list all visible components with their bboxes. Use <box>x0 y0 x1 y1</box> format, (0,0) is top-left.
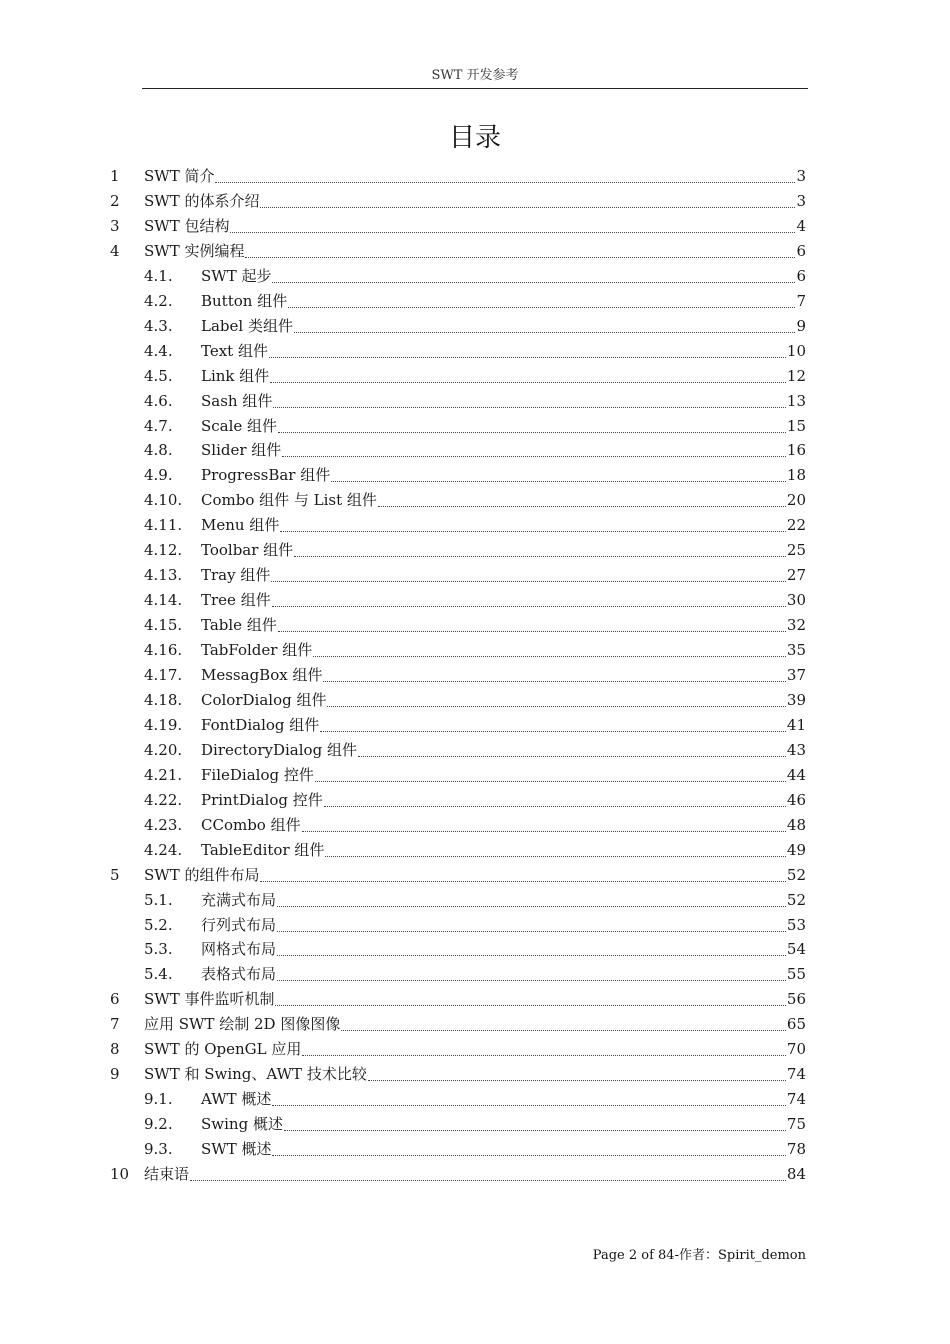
toc-entry[interactable] <box>0 364 950 389</box>
toc-entry-title: MessagBox 组件 <box>201 666 323 684</box>
toc-entry[interactable] <box>0 663 950 688</box>
toc-entry-number: 4.22. <box>144 790 183 809</box>
toc-dot-leader <box>269 357 786 358</box>
toc-entry-page: 70 <box>786 1040 806 1059</box>
toc-entry-page: 16 <box>786 441 806 460</box>
toc-entry-title: Combo 组件 与 List 组件 <box>201 491 377 510</box>
toc-dot-leader <box>284 1130 786 1131</box>
toc-entry-page: 22 <box>786 516 806 535</box>
toc-entry-page: 46 <box>786 790 806 809</box>
toc-entry[interactable] <box>0 962 950 987</box>
toc-entry-number: 4.11. <box>144 516 183 535</box>
toc-entry-title: Tree 组件 <box>201 591 271 610</box>
toc-entry-page: 13 <box>786 391 806 410</box>
toc-dot-leader <box>260 207 795 208</box>
toc-dot-leader <box>270 382 786 383</box>
toc-dot-leader <box>272 1155 786 1156</box>
toc-entry-number: 7 <box>110 1015 120 1034</box>
toc-dot-leader <box>294 556 786 557</box>
toc-entry-number: 4.15. <box>144 616 183 635</box>
toc-entry-number: 4.16. <box>144 641 183 660</box>
toc-dot-leader <box>368 1080 786 1081</box>
toc-dot-leader <box>277 906 786 907</box>
toc-dot-leader <box>278 432 786 433</box>
toc-dot-leader <box>277 980 786 981</box>
toc-entry[interactable] <box>0 888 950 913</box>
toc-entry-title: Text 组件 <box>201 341 268 360</box>
toc-entry-page: 18 <box>786 466 806 485</box>
toc-dot-leader <box>282 456 786 457</box>
toc-dot-leader <box>275 1005 786 1006</box>
toc-entry-page: 49 <box>786 840 806 859</box>
toc-entry-title: SWT 的体系介绍 <box>144 191 260 210</box>
toc-dot-leader <box>302 1055 786 1056</box>
toc-entry-title: DirectoryDialog 组件 <box>201 740 357 759</box>
toc-entry[interactable] <box>0 937 950 962</box>
toc-entry-title: SWT 事件监听机制 <box>144 990 275 1009</box>
toc-entry-number: 4.1. <box>144 266 173 285</box>
toc-entry-number: 5 <box>110 865 120 884</box>
toc-entry[interactable] <box>0 463 950 488</box>
toc-entry-number: 4 <box>110 241 120 260</box>
toc-entry[interactable] <box>0 164 950 189</box>
toc-dot-leader <box>278 631 786 632</box>
toc-dot-leader <box>271 581 786 582</box>
toc-entry[interactable] <box>0 688 950 713</box>
toc-dot-leader <box>190 1180 786 1181</box>
toc-entry-title: SWT 和 Swing、AWT 技术比较 <box>144 1065 367 1084</box>
toc-entry-title: Table 组件 <box>201 616 277 635</box>
toc-dot-leader <box>272 282 795 283</box>
toc-entry-number: 4.18. <box>144 690 183 709</box>
toc-entry[interactable] <box>0 239 950 264</box>
toc-dot-leader <box>313 656 786 657</box>
toc-entry-page: 27 <box>786 566 806 585</box>
toc-entry-number: 8 <box>110 1040 120 1059</box>
toc-entry[interactable] <box>0 1112 950 1137</box>
toc-entry-title: TableEditor 组件 <box>201 840 325 859</box>
toc-entry-number: 4.19. <box>144 715 183 734</box>
toc-entry-title: Menu 组件 <box>201 516 280 535</box>
toc-entry-number: 4.6. <box>144 391 173 410</box>
toc-dot-leader <box>260 881 786 882</box>
toc-entry-page: 15 <box>786 416 806 435</box>
toc-entry-title: PrintDialog 控件 <box>201 790 323 809</box>
toc-entry-number: 4.20. <box>144 740 183 759</box>
toc-entry[interactable] <box>0 838 950 863</box>
toc-entry-page: 6 <box>796 241 806 260</box>
toc-entry[interactable] <box>0 913 950 938</box>
toc-dot-leader <box>358 756 786 757</box>
toc-entry-page: 74 <box>786 1090 806 1109</box>
toc-dot-leader <box>245 257 795 258</box>
toc-entry[interactable] <box>0 738 950 763</box>
toc-entry-number: 2 <box>110 191 120 210</box>
toc-entry-page: 3 <box>796 167 806 185</box>
toc-entry-title: CCombo 组件 <box>201 815 301 834</box>
toc-entry[interactable] <box>0 289 950 314</box>
toc-entry-number: 10 <box>110 1165 130 1183</box>
toc-entry[interactable] <box>0 513 950 538</box>
toc-entry-page: 25 <box>786 541 806 560</box>
toc-entry-title: FontDialog 组件 <box>201 715 320 734</box>
toc-entry[interactable] <box>0 788 950 813</box>
toc-entry-number: 4.3. <box>144 316 173 335</box>
toc-entry-title: 网格式布局 <box>201 940 277 959</box>
toc-entry-page: 52 <box>786 865 806 884</box>
toc-entry-number: 4.9. <box>144 466 173 485</box>
toc-dot-leader <box>327 706 786 707</box>
toc-entry-page: 65 <box>786 1015 806 1034</box>
toc-entry[interactable] <box>0 763 950 788</box>
toc-entry-number: 4.7. <box>144 416 173 435</box>
toc-entry-title: Swing 概述 <box>201 1115 283 1134</box>
toc-dot-leader <box>320 731 786 732</box>
toc-entry-title: Label 类组件 <box>201 316 293 335</box>
toc-dot-leader <box>341 1030 786 1031</box>
toc-entry-page: 35 <box>786 641 806 660</box>
toc-dot-leader <box>325 856 786 857</box>
toc-entry-page: 41 <box>786 715 806 734</box>
toc-entry[interactable] <box>0 339 950 364</box>
toc-entry-page: 43 <box>786 740 806 759</box>
toc-entry-number: 4.23. <box>144 815 183 834</box>
toc-entry-title: FileDialog 控件 <box>201 765 314 784</box>
toc-entry-title: Tray 组件 <box>201 566 271 585</box>
toc-entry-title: Scale 组件 <box>201 416 278 435</box>
toc-entry[interactable] <box>0 613 950 638</box>
toc-entry-title: Button 组件 <box>201 291 288 310</box>
toc-dot-leader <box>288 307 795 308</box>
toc-entry[interactable] <box>0 987 950 1012</box>
toc-entry[interactable] <box>0 713 950 738</box>
toc-entry-page: 74 <box>786 1065 806 1084</box>
toc-entry-title: Link 组件 <box>201 366 270 385</box>
toc-entry[interactable] <box>0 1162 950 1187</box>
toc-dot-leader <box>230 232 795 233</box>
toc-title: 目录 <box>448 123 501 153</box>
toc-entry-page: 10 <box>786 341 806 360</box>
toc-entry[interactable] <box>0 264 950 289</box>
toc-entry-number: 4.10. <box>144 491 183 510</box>
toc-entry-page: 37 <box>786 666 806 684</box>
toc-entry-number: 4.17. <box>144 666 183 684</box>
toc-entry-number: 4.4. <box>144 341 173 360</box>
toc-entry[interactable] <box>0 1137 950 1162</box>
toc-entry-number: 4.13. <box>144 566 183 585</box>
toc-entry-number: 5.2. <box>144 915 173 934</box>
toc-entry-title: SWT 的 OpenGL 应用 <box>144 1040 302 1059</box>
toc-dot-leader <box>302 831 786 832</box>
toc-entry-page: 3 <box>796 191 806 210</box>
toc-entry-title: TabFolder 组件 <box>201 641 313 660</box>
toc-dot-leader <box>323 681 786 682</box>
toc-entry[interactable] <box>0 863 950 888</box>
toc-entry-title: SWT 起步 <box>201 266 272 285</box>
toc-entry-page: 78 <box>786 1140 806 1159</box>
toc-entry[interactable] <box>0 389 950 414</box>
toc-entry-number: 4.24. <box>144 840 183 859</box>
toc-entry-title: 应用 SWT 绘制 2D 图像图像 <box>144 1015 341 1034</box>
toc-dot-leader <box>277 955 786 956</box>
toc-entry-page: 20 <box>786 491 806 510</box>
toc-entry[interactable] <box>0 563 950 588</box>
toc-entry-page: 54 <box>786 940 806 959</box>
toc-entry-number: 9.1. <box>144 1090 173 1109</box>
toc-entry[interactable] <box>0 214 950 239</box>
toc-entry-page: 52 <box>786 890 806 909</box>
toc-entry-number: 4.21. <box>144 765 183 784</box>
toc-entry-title: 结束语 <box>144 1165 190 1183</box>
toc-entry-title: SWT 实例编程 <box>144 241 245 260</box>
toc-entry-number: 1 <box>110 167 120 185</box>
toc-dot-leader <box>273 407 786 408</box>
toc-dot-leader <box>324 806 786 807</box>
toc-dot-leader <box>294 332 795 333</box>
toc-entry[interactable] <box>0 314 950 339</box>
toc-entry-page: 7 <box>796 291 806 310</box>
page-header: SWT 开发参考 <box>142 66 808 89</box>
toc-entry-page: 4 <box>796 216 806 235</box>
toc-entry-title: Toolbar 组件 <box>201 541 294 560</box>
toc-entry-title: SWT 简介 <box>144 167 215 185</box>
toc-entry-page: 75 <box>786 1115 806 1134</box>
toc-entry-number: 4.8. <box>144 441 173 460</box>
toc-entry[interactable] <box>0 488 950 513</box>
toc-entry-title: ColorDialog 组件 <box>201 690 327 709</box>
toc-entry-page: 44 <box>786 765 806 784</box>
toc-entry-page: 53 <box>786 915 806 934</box>
toc-entry-title: AWT 概述 <box>201 1090 272 1109</box>
toc-entry-number: 3 <box>110 216 120 235</box>
page-footer: Page 2 of 84-作者：Spirit_demon <box>592 1248 806 1263</box>
toc-entry[interactable] <box>0 538 950 563</box>
toc-dot-leader <box>331 481 786 482</box>
toc-entry-page: 6 <box>796 266 806 285</box>
toc-entry[interactable] <box>0 1062 950 1087</box>
toc-entry-title: 行列式布局 <box>201 915 277 934</box>
toc-entry[interactable] <box>0 1037 950 1062</box>
toc-dot-leader <box>277 931 786 932</box>
toc-entry-page: 55 <box>786 965 806 984</box>
toc-entry-title: 表格式布局 <box>201 965 277 984</box>
toc-entry-number: 9.2. <box>144 1115 173 1134</box>
toc-dot-leader <box>215 182 795 183</box>
toc-entry[interactable] <box>0 1012 950 1037</box>
toc-entry-title: ProgressBar 组件 <box>201 466 331 485</box>
toc-entry-title: SWT 概述 <box>201 1140 272 1159</box>
toc-entry[interactable] <box>0 588 950 613</box>
toc-entry-number: 4.5. <box>144 366 173 385</box>
toc-entry-title: Sash 组件 <box>201 391 273 410</box>
toc-entry-page: 12 <box>786 366 806 385</box>
toc-entry[interactable] <box>0 189 950 214</box>
toc-entry-number: 9.3. <box>144 1140 173 1159</box>
toc-entry-page: 39 <box>786 690 806 709</box>
toc-entry[interactable] <box>0 414 950 439</box>
toc-entry-number: 4.14. <box>144 591 183 610</box>
toc-dot-leader <box>272 1105 786 1106</box>
toc-dot-leader <box>315 781 786 782</box>
toc-entry-page: 32 <box>786 616 806 635</box>
toc-entry-number: 5.1. <box>144 890 173 909</box>
toc-entry-page: 84 <box>786 1165 806 1183</box>
toc-entry-page: 30 <box>786 591 806 610</box>
toc-entry[interactable] <box>0 438 950 463</box>
toc-entry-number: 5.4. <box>144 965 173 984</box>
toc-entry-number: 4.12. <box>144 541 183 560</box>
toc-entry-number: 5.3. <box>144 940 173 959</box>
toc-entry-number: 9 <box>110 1065 120 1084</box>
toc-entry-page: 48 <box>786 815 806 834</box>
toc-entry-title: Slider 组件 <box>201 441 282 460</box>
toc-dot-leader <box>280 531 786 532</box>
toc-entry-title: 充满式布局 <box>201 890 277 909</box>
toc-entry-page: 9 <box>796 316 806 335</box>
toc-entry-title: SWT 的组件布局 <box>144 865 260 884</box>
toc-entry-title: SWT 包结构 <box>144 216 230 235</box>
toc-dot-leader <box>272 606 786 607</box>
toc-entry-page: 56 <box>786 990 806 1009</box>
toc-dot-leader <box>378 506 786 507</box>
toc-entry[interactable] <box>0 638 950 663</box>
toc-entry[interactable] <box>0 1087 950 1112</box>
toc-entry-number: 6 <box>110 990 120 1009</box>
toc-entry-number: 4.2. <box>144 291 173 310</box>
toc-entry[interactable] <box>0 813 950 838</box>
